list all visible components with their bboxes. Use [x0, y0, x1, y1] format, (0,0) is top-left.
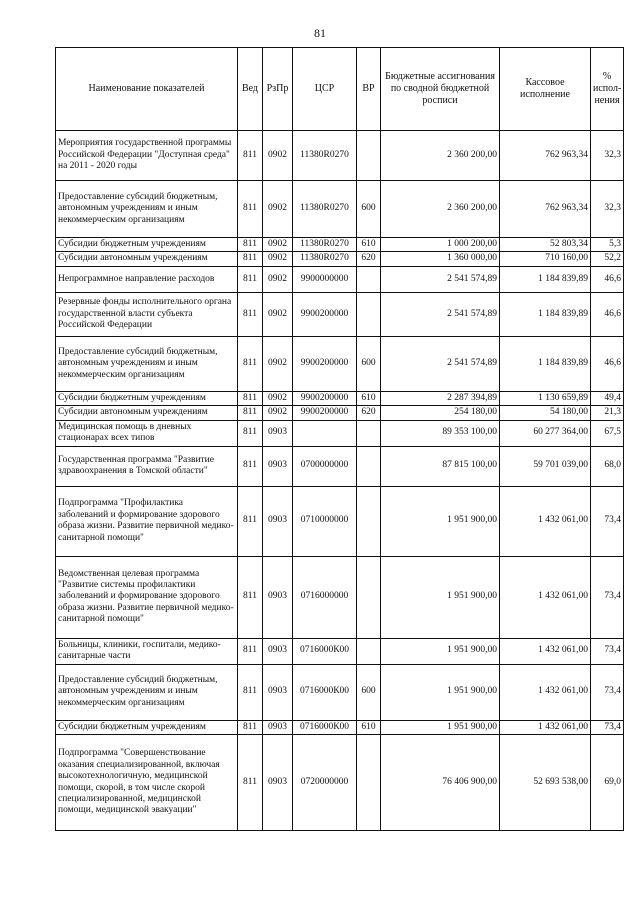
cell-vr: 610 — [357, 391, 381, 405]
cell-cash: 52 803,34 — [500, 238, 591, 252]
cell-pct: 52,2 — [591, 252, 624, 266]
table-header-row — [56, 48, 624, 131]
cell-rzpr: 0903 — [263, 638, 293, 664]
cell-rzpr: 0902 — [263, 336, 293, 391]
table-row — [56, 336, 624, 391]
cell-vr: 610 — [357, 720, 381, 734]
cell-ved: 811 — [238, 131, 263, 181]
cell-csr: 11380R0270 — [293, 131, 357, 181]
cell-cash: 52 693 538,00 — [500, 735, 591, 831]
cell-vr — [357, 266, 381, 292]
cell-ved: 811 — [238, 252, 263, 266]
cell-vr — [357, 486, 381, 556]
cell-assign: 1 951 900,00 — [381, 720, 500, 734]
header-pct: % испол-нения — [591, 48, 624, 131]
cell-name: Медицинская помощь в дневных стационарах всех типов — [56, 420, 238, 446]
cell-rzpr: 0903 — [263, 556, 293, 638]
cell-csr: 0716000К00 — [293, 638, 357, 664]
cell-pct: 46,6 — [591, 292, 624, 336]
cell-assign: 2 541 574,89 — [381, 266, 500, 292]
cell-assign: 1 360 000,00 — [381, 252, 500, 266]
cell-vr — [357, 420, 381, 446]
budget-table — [55, 47, 624, 831]
cell-name: Непрограммное направление расходов — [56, 266, 238, 292]
cell-name: Подпрограмма "Совершенствование оказания специализированной, включая высокотехнологичную, медицинской помощи, скорой, в том числе скорой специализированной, медицинской помощи, медицинской эвакуации" — [56, 735, 238, 831]
cell-csr: 11380R0270 — [293, 252, 357, 266]
cell-vr — [357, 131, 381, 181]
cell-cash: 54 180,00 — [500, 406, 591, 420]
cell-name: Больницы, клиники, госпитали, медико-санитарные части — [56, 638, 238, 664]
cell-csr: 9900200000 — [293, 336, 357, 391]
cell-vr: 600 — [357, 336, 381, 391]
cell-pct: 69,0 — [591, 735, 624, 831]
cell-csr: 9900000000 — [293, 266, 357, 292]
cell-assign: 1 000 200,00 — [381, 238, 500, 252]
cell-pct: 73,4 — [591, 486, 624, 556]
cell-name: Субсидии автономным учреждениям — [56, 406, 238, 420]
table-row — [56, 446, 624, 486]
cell-name: Предоставление субсидий бюджетным, автономным учреждениям и иным некоммерческим организациям — [56, 664, 238, 720]
header-rzpr: РзПр — [263, 48, 293, 131]
table-row — [56, 638, 624, 664]
cell-vr: 610 — [357, 238, 381, 252]
cell-cash: 1 432 061,00 — [500, 638, 591, 664]
cell-csr: 0716000К00 — [293, 664, 357, 720]
header-name: Наименование показателей — [56, 48, 238, 131]
cell-rzpr: 0902 — [263, 131, 293, 181]
cell-rzpr: 0902 — [263, 391, 293, 405]
cell-pct: 21,3 — [591, 406, 624, 420]
cell-assign: 2 360 200,00 — [381, 181, 500, 238]
table-row — [56, 131, 624, 181]
cell-csr: 9900200000 — [293, 391, 357, 405]
cell-assign: 2 360 200,00 — [381, 131, 500, 181]
cell-assign: 87 815 100,00 — [381, 446, 500, 486]
table-row — [56, 238, 624, 252]
cell-cash: 762 963,34 — [500, 181, 591, 238]
header-csr: ЦСР — [293, 48, 357, 131]
cell-rzpr: 0903 — [263, 735, 293, 831]
cell-name: Резервные фонды исполнительного органа государственной власти субъекта Российской Федерации — [56, 292, 238, 336]
cell-name: Государственная программа "Развитие здравоохранения в Томской области" — [56, 446, 238, 486]
cell-rzpr: 0902 — [263, 406, 293, 420]
cell-assign: 2 541 574,89 — [381, 336, 500, 391]
table-row — [56, 406, 624, 420]
cell-name: Субсидии автономным учреждениям — [56, 252, 238, 266]
cell-assign: 254 180,00 — [381, 406, 500, 420]
cell-name: Мероприятия государственной программы Российской Федерации "Доступная среда" на 2011 - 2020 годы — [56, 131, 238, 181]
cell-name: Предоставление субсидий бюджетным, автономным учреждениям и иным некоммерческим организациям — [56, 181, 238, 238]
cell-ved: 811 — [238, 638, 263, 664]
cell-assign: 2 287 394,89 — [381, 391, 500, 405]
cell-pct: 73,4 — [591, 556, 624, 638]
cell-csr: 9900200000 — [293, 292, 357, 336]
table-row — [56, 252, 624, 266]
cell-vr: 620 — [357, 406, 381, 420]
cell-assign: 2 541 574,89 — [381, 292, 500, 336]
cell-pct: 73,4 — [591, 638, 624, 664]
cell-vr — [357, 446, 381, 486]
cell-name: Предоставление субсидий бюджетным, автономным учреждениям и иным некоммерческим организациям — [56, 336, 238, 391]
cell-pct: 73,4 — [591, 720, 624, 734]
cell-csr: 0700000000 — [293, 446, 357, 486]
header-assign: Бюджетные ассигнования по сводной бюджетной росписи — [381, 48, 500, 131]
cell-cash: 1 130 659,89 — [500, 391, 591, 405]
cell-cash: 762 963,34 — [500, 131, 591, 181]
cell-name: Ведомственная целевая программа "Развитие системы профилактики заболеваний и формирование здорового образа жизни. Развитие первичной медико-санитарной помощи" — [56, 556, 238, 638]
table-row — [56, 181, 624, 238]
cell-assign: 1 951 900,00 — [381, 664, 500, 720]
table-row — [56, 420, 624, 446]
cell-assign: 1 951 900,00 — [381, 638, 500, 664]
cell-csr: 9900200000 — [293, 406, 357, 420]
cell-name: Субсидии бюджетным учреждениям — [56, 238, 238, 252]
cell-rzpr: 0903 — [263, 420, 293, 446]
cell-cash: 1 432 061,00 — [500, 720, 591, 734]
cell-rzpr: 0902 — [263, 252, 293, 266]
cell-rzpr: 0903 — [263, 446, 293, 486]
header-ved: Вед — [238, 48, 263, 131]
cell-vr — [357, 556, 381, 638]
cell-assign: 1 951 900,00 — [381, 556, 500, 638]
header-vr: ВР — [357, 48, 381, 131]
cell-rzpr: 0902 — [263, 238, 293, 252]
table-row — [56, 292, 624, 336]
cell-rzpr: 0902 — [263, 292, 293, 336]
page-number: 81 — [314, 26, 326, 40]
cell-vr — [357, 638, 381, 664]
cell-csr: 11380R0270 — [293, 181, 357, 238]
cell-rzpr: 0903 — [263, 486, 293, 556]
cell-ved: 811 — [238, 446, 263, 486]
cell-ved: 811 — [238, 238, 263, 252]
cell-ved: 811 — [238, 556, 263, 638]
cell-csr: 11380R0270 — [293, 238, 357, 252]
cell-pct: 68,0 — [591, 446, 624, 486]
cell-rzpr: 0902 — [263, 266, 293, 292]
cell-ved: 811 — [238, 391, 263, 405]
cell-pct: 32,3 — [591, 181, 624, 238]
cell-ved: 811 — [238, 336, 263, 391]
cell-pct: 67,5 — [591, 420, 624, 446]
cell-name: Субсидии бюджетным учреждениям — [56, 391, 238, 405]
cell-cash: 710 160,00 — [500, 252, 591, 266]
cell-ved: 811 — [238, 420, 263, 446]
cell-rzpr: 0903 — [263, 720, 293, 734]
cell-pct: 5,3 — [591, 238, 624, 252]
cell-cash: 60 277 364,00 — [500, 420, 591, 446]
cell-vr — [357, 292, 381, 336]
cell-csr — [293, 420, 357, 446]
cell-ved: 811 — [238, 406, 263, 420]
cell-ved: 811 — [238, 664, 263, 720]
cell-pct: 49,4 — [591, 391, 624, 405]
cell-cash: 1 432 061,00 — [500, 486, 591, 556]
table-row — [56, 486, 624, 556]
cell-rzpr: 0903 — [263, 664, 293, 720]
cell-rzpr: 0902 — [263, 181, 293, 238]
cell-csr: 0716000К00 — [293, 720, 357, 734]
table-row — [56, 556, 624, 638]
cell-csr: 0710000000 — [293, 486, 357, 556]
cell-assign: 1 951 900,00 — [381, 486, 500, 556]
cell-ved: 811 — [238, 486, 263, 556]
cell-cash: 1 184 839,89 — [500, 292, 591, 336]
cell-vr — [357, 735, 381, 831]
cell-cash: 1 432 061,00 — [500, 556, 591, 638]
cell-pct: 46,6 — [591, 336, 624, 391]
cell-ved: 811 — [238, 266, 263, 292]
cell-cash: 1 432 061,00 — [500, 664, 591, 720]
table-row — [56, 720, 624, 734]
cell-cash: 59 701 039,00 — [500, 446, 591, 486]
table-row — [56, 735, 624, 831]
cell-assign: 89 353 100,00 — [381, 420, 500, 446]
table-row — [56, 391, 624, 405]
cell-ved: 811 — [238, 735, 263, 831]
cell-ved: 811 — [238, 720, 263, 734]
cell-name: Подпрограмма "Профилактика заболеваний и формирование здорового образа жизни. Развитие первичной медико-санитарной помощи" — [56, 486, 238, 556]
cell-ved: 811 — [238, 292, 263, 336]
cell-pct: 32,3 — [591, 131, 624, 181]
cell-csr: 0720000000 — [293, 735, 357, 831]
cell-pct: 46,6 — [591, 266, 624, 292]
cell-cash: 1 184 839,89 — [500, 266, 591, 292]
cell-vr: 620 — [357, 252, 381, 266]
cell-assign: 76 406 900,00 — [381, 735, 500, 831]
cell-ved: 811 — [238, 181, 263, 238]
cell-csr: 0716000000 — [293, 556, 357, 638]
cell-name: Субсидии бюджетным учреждениям — [56, 720, 238, 734]
table-row — [56, 266, 624, 292]
header-cash: Кассовое исполнение — [500, 48, 591, 131]
cell-pct: 73,4 — [591, 664, 624, 720]
table-row — [56, 664, 624, 720]
cell-vr: 600 — [357, 181, 381, 238]
cell-vr: 600 — [357, 664, 381, 720]
cell-cash: 1 184 839,89 — [500, 336, 591, 391]
